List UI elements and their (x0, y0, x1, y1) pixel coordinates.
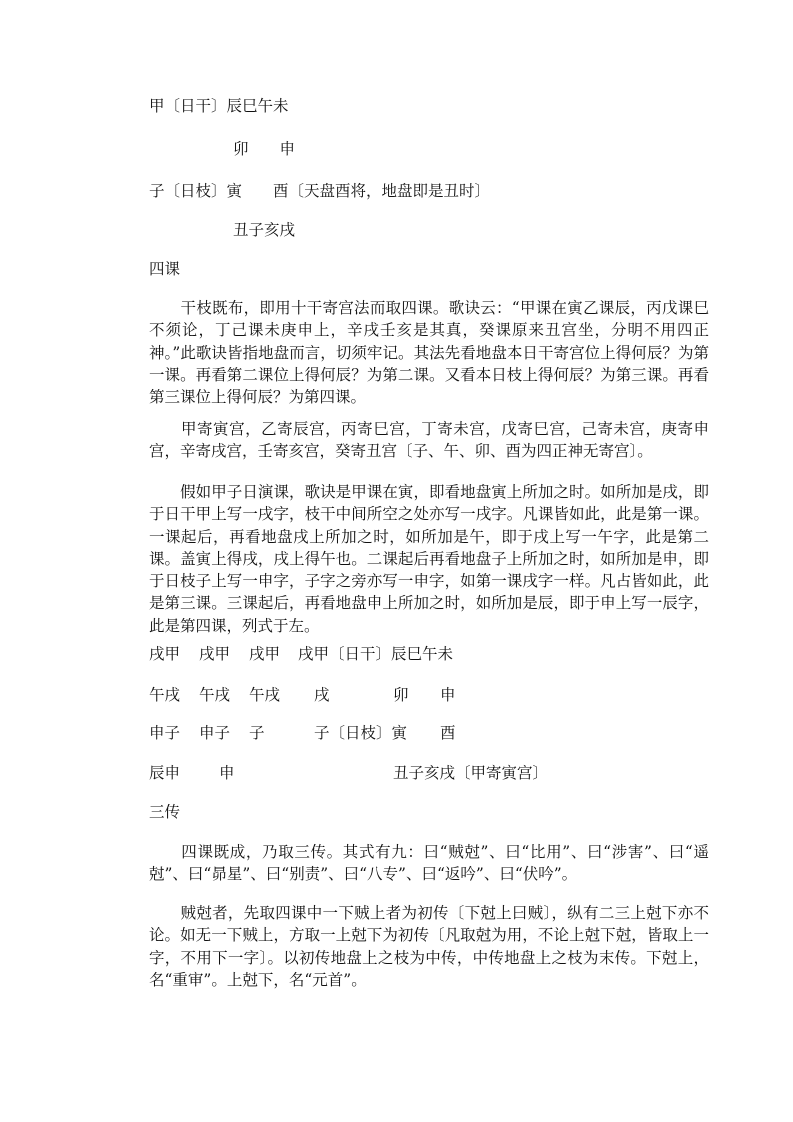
paragraph-4: 四课既成，乃取三传。其式有九：曰“贼尅”、曰“比用”、曰“涉害”、曰“遥尅”、曰“昴星”、曰“别责”、曰“八专”、曰“返吟”、曰“伏吟”。 (149, 843, 709, 884)
d2-r3-c3: 子 (249, 724, 265, 742)
d2-r2-c2: 午戌 (199, 686, 231, 704)
d2-r2-c6: 申 (440, 686, 456, 704)
diagram1-row3: 子〔日枝〕寅 酉〔天盘酉将，地盘即是丑时〕 (149, 182, 491, 200)
d2-r3-c5: 酉 (440, 724, 456, 742)
d2-r1-c4: 戌甲〔日干〕辰巳午未 (298, 645, 454, 663)
d2-r3-c2: 申子 (199, 724, 231, 742)
d2-r1-c1: 戌甲 (149, 645, 181, 663)
d2-r4-c2: 申 (219, 764, 235, 782)
d2-r2-c3: 午戌 (249, 686, 281, 704)
diagram1-row4: 丑子亥戌 (233, 221, 296, 239)
paragraph-3: 假如甲子日演课，歌诀是甲课在寅，即看地盘寅上所加之时。如所加是戌，即于日干甲上写一戌字，枝干中间所空之处亦写一戌字。凡课皆如此，此是第一课。一课起后，再看地盘戌上所加之时，如所加是午，即于戌上写一午字，此是第二课。盖寅上得戌，戌上得午也。二课起后再看地盘子上所加之时，如所加是申，即于日枝子上写一申字，子字之旁亦写一申字，如第一课戌字一样。凡占皆如此，此是第三课。三课起后，再看地盘申上所加之时，如所加是辰，即于申上写一辰字，此是第四课，列式于左。 (149, 483, 709, 635)
d2-r3-c1: 申子 (149, 724, 181, 742)
section-heading-four-lessons: 四课 (149, 260, 181, 278)
paragraph-5: 贼尅者，先取四课中一下贼上者为初传〔下尅上曰贼〕，纵有二三上尅下亦不论。如无一下贼上，方取一上尅下为初传〔凡取尅为用，不论上尅下尅，皆取上一字，不用下一字〕。以初传地盘上之枝为中传，中传地盘上之枝为末传。下尅上，名“重审”。上尅下，名“元首”。 (149, 904, 709, 989)
d2-r1-c3: 戌甲 (249, 645, 281, 663)
d2-r1-c2: 戌甲 (199, 645, 231, 663)
d2-r2-c1: 午戌 (149, 686, 181, 704)
d2-r3-c4: 子〔日枝〕寅 (314, 724, 408, 742)
diagram1-row2: 卯 申 (233, 140, 296, 158)
paragraph-2: 甲寄寅宫，乙寄辰宫，丙寄巳宫，丁寄未宫，戊寄巳宫，己寄未宫，庚寄申宫，辛寄戌宫，壬寄亥宫，癸寄丑宫〔子、午、卯、酉为四正神无寄宫〕。 (149, 420, 709, 461)
d2-r2-c5: 卯 (393, 686, 409, 704)
diagram1-row1: 甲〔日干〕辰巳午未 (149, 97, 289, 115)
paragraph-1: 干枝既布，即用十干寄宫法而取四课。歌诀云：“甲课在寅乙课辰，丙戊课巳不须论，丁己课未庚申上，辛戌壬亥是其真，癸课原来丑宫坐，分明不用四正神。”此歌诀皆指地盘而言，切须牢记。其法先看地盘本日干寄宫位上得何辰？为第一课。再看第二课位上得何辰？为第二课。又看本日枝上得何辰？为第三课。再看第三课位上得何辰？为第四课。 (149, 299, 709, 407)
d2-r2-c4: 戌 (314, 686, 330, 704)
d2-r4-c1: 辰申 (149, 764, 181, 782)
d2-r4-c3: 丑子亥戌〔甲寄寅宫〕 (393, 764, 549, 782)
section-heading-three-transmissions: 三传 (149, 803, 181, 821)
